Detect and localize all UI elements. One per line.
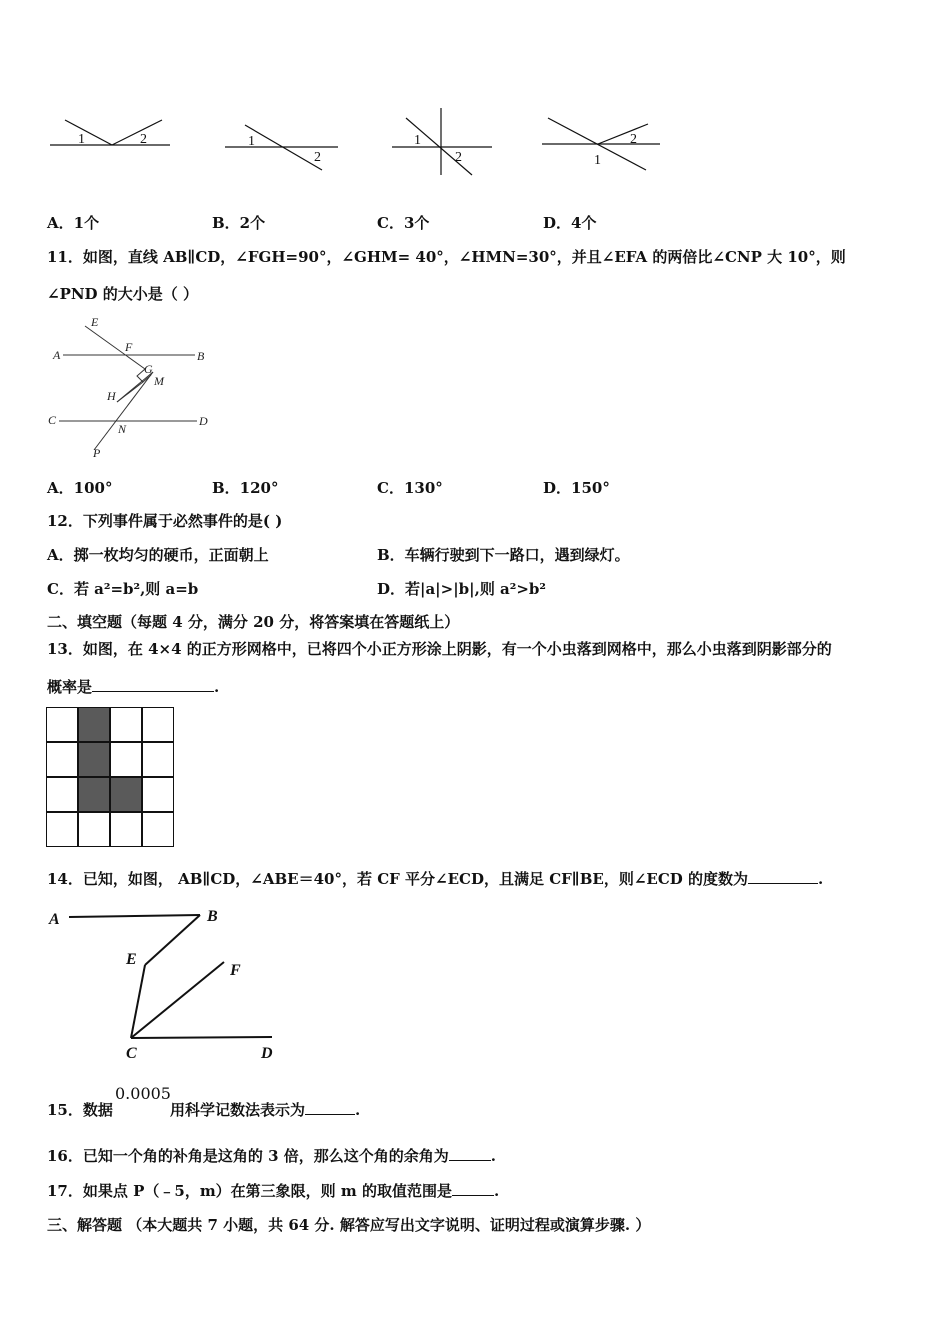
q12-option-a: A．掷一枚均匀的硬币，正面朝上 (47, 546, 269, 564)
q10-fig1-label-2: 2 (140, 132, 147, 147)
q13-grid-cell (46, 777, 78, 812)
section-2-heading: 二、填空题（每题 4 分，满分 20 分，将答案填在答题纸上） (47, 613, 460, 631)
q10-option-a: A．1个 (47, 214, 100, 232)
q10-fig2-label-2: 2 (314, 150, 321, 165)
q17-stem (47, 1180, 499, 1201)
q11-option-b: B．120° (212, 479, 279, 497)
q14-label-c: C (126, 1045, 137, 1062)
q12-option-b: B．车辆行驶到下一路口，遇到绿灯。 (377, 546, 630, 564)
q13-grid-cell (46, 742, 78, 777)
q13-stem-line2 (47, 676, 219, 697)
q13-grid-cell (46, 707, 78, 742)
q10-figure-3 (392, 108, 492, 175)
q15-end: . (355, 1101, 361, 1119)
q11-label-m: M (154, 374, 164, 388)
q14-label-e: E (126, 951, 137, 968)
q14-answer-blank[interactable] (748, 869, 818, 884)
q16-end: . (490, 1147, 496, 1165)
q13-stem-line1: 13．如图，在 4×4 的正方形网格中，已将四个小正方形涂上阴影，有一个小虫落到网格中，那么小虫落到阴影部分的 (47, 640, 832, 658)
q13-grid-cell (142, 742, 174, 777)
q10-option-b: B．2个 (212, 214, 266, 232)
q11-stem-line1: 11．如图，直线 AB∥CD，∠FGH=90°，∠GHM= 40°，∠HMN=30°，并且∠EFA 的两倍比∠CNP 大 10°，则 (47, 248, 846, 266)
q13-grid-cell-shaded (78, 707, 110, 742)
q10-figure-1 (50, 120, 170, 147)
q11-option-d: D．150° (543, 479, 610, 497)
q14-label-a: A (49, 911, 60, 928)
q10-fig1-label-1: 1 (78, 132, 85, 147)
q13-grid-cell (110, 742, 142, 777)
q10-figures (40, 100, 680, 180)
q14-label-f: F (230, 962, 241, 979)
q16-stem (47, 1145, 496, 1166)
q11-label-g: G (144, 362, 153, 376)
q11-label-a: A (53, 348, 61, 362)
q13-grid-cell-shaded (78, 742, 110, 777)
q15-rest (170, 1099, 360, 1120)
q13-grid-cell (78, 812, 110, 847)
q13-grid-cell-shaded (110, 777, 142, 812)
q12-option-d: D．若|a|>|b|,则 a²>b² (377, 580, 546, 598)
q17-text: 17．如果点 P（﹣5，m）在第三象限，则 m 的取值范围是 (47, 1182, 453, 1200)
q12-option-c: C．若 a²=b²,则 a=b (47, 580, 199, 598)
q13-line2-text: 概率是 (47, 678, 93, 696)
q10-option-d: D．4个 (543, 214, 597, 232)
q14-label-b: B (207, 908, 218, 925)
q14-label-d: D (261, 1045, 273, 1062)
q11-label-b: B (197, 349, 205, 363)
q13-grid-cell-shaded (78, 777, 110, 812)
q13-grid-cell (46, 812, 78, 847)
q15-prefix: 15．数据 (47, 1101, 113, 1119)
q15-number: 0.0005 (115, 1084, 171, 1103)
q13-grid-cell (142, 812, 174, 847)
q14-stem (47, 868, 823, 889)
q10-option-c: C．3个 (377, 214, 430, 232)
q15-answer-blank[interactable] (305, 1100, 355, 1115)
q10-fig2-label-1: 1 (248, 134, 255, 149)
q13-grid-cell (110, 812, 142, 847)
q11-option-a: A．100° (47, 479, 113, 497)
q10-figure-4 (542, 118, 660, 170)
q11-stem-line2: ∠PND 的大小是（ ） (47, 285, 199, 303)
q13-answer-blank[interactable] (92, 677, 214, 692)
q11-label-f: F (125, 340, 133, 354)
q11-label-e: E (91, 315, 99, 329)
q13-grid-cell (142, 707, 174, 742)
q15-suffix: 用科学记数法表示为 (170, 1101, 306, 1119)
q11-label-h: H (107, 389, 116, 403)
q11-label-p: P (93, 446, 101, 460)
q11-figure (45, 312, 220, 462)
q10-figure-2 (225, 125, 338, 170)
q14-end: . (818, 870, 824, 888)
q13-line2-end: . (214, 678, 220, 696)
q13-grid (46, 707, 174, 847)
q11-option-c: C．130° (377, 479, 443, 497)
q11-label-d: D (199, 414, 208, 428)
q16-text: 16．已知一个角的补角是这角的 3 倍，那么这个角的余角为 (47, 1147, 449, 1165)
q17-answer-blank[interactable] (452, 1181, 494, 1196)
q16-answer-blank[interactable] (449, 1146, 491, 1161)
q13-grid-cell (110, 707, 142, 742)
q12-stem: 12．下列事件属于必然事件的是( ) (47, 512, 283, 530)
q10-fig4-label-1: 1 (594, 153, 601, 168)
q10-fig3-label-2: 2 (455, 150, 462, 165)
q10-fig3-label-1: 1 (414, 133, 421, 148)
q11-label-n: N (118, 422, 127, 436)
q10-fig4-label-2: 2 (630, 132, 637, 147)
q11-label-c: C (48, 413, 57, 427)
section-3-heading: 三、解答题 （本大题共 7 小题，共 64 分. 解答应写出文字说明、证明过程或演算步骤. ） (47, 1216, 651, 1234)
q14-text: 14．已知，如图， AB∥CD，∠ABE＝40°，若 CF 平分∠ECD，且满足 CF∥BE，则∠ECD 的度数为 (47, 870, 749, 888)
q14-figure (44, 900, 294, 1065)
q17-end: . (494, 1182, 500, 1200)
q13-grid-cell (142, 777, 174, 812)
